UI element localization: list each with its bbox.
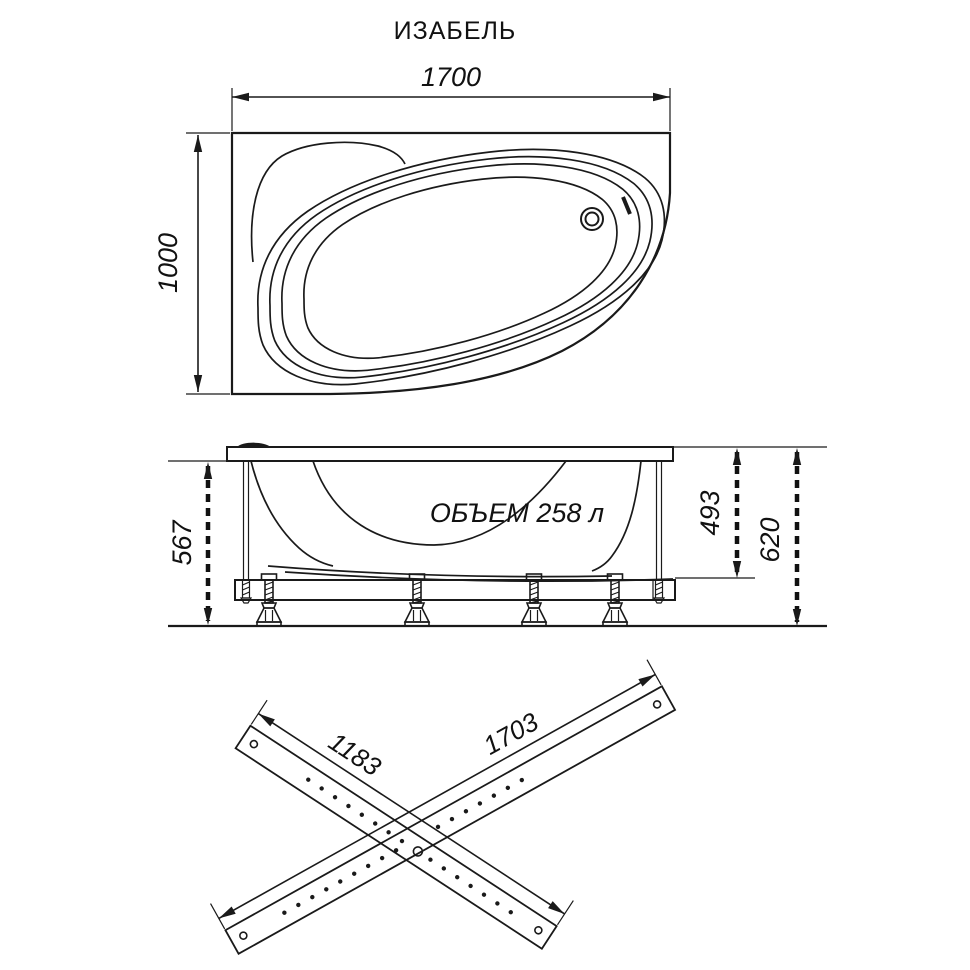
cross-rails-view bbox=[202, 645, 675, 954]
drain-icon bbox=[581, 208, 603, 230]
dimension-height-567 bbox=[167, 462, 212, 625]
dimension-width-1000 bbox=[153, 133, 230, 394]
dimension-overall-height-620 bbox=[755, 448, 801, 626]
side-view bbox=[167, 443, 827, 626]
top-view bbox=[153, 62, 670, 394]
long-rail-dimension-label: 1703 bbox=[478, 706, 544, 761]
install-height-dimension-label: 567 bbox=[167, 520, 197, 566]
skirt-rod-left bbox=[241, 461, 251, 603]
overall-height-dimension-label: 620 bbox=[755, 517, 785, 563]
short-rail-dimension-label: 1183 bbox=[323, 726, 387, 782]
drawing-title: ИЗАБЕЛЬ bbox=[393, 17, 517, 45]
overflow-icon bbox=[623, 197, 630, 214]
volume-label: ОБЪЕМ 258 л bbox=[429, 498, 605, 528]
dimension-depth-493 bbox=[695, 448, 741, 578]
rail-1703 bbox=[202, 645, 675, 954]
length-dimension-label: 1700 bbox=[420, 62, 482, 92]
rail-hole-row bbox=[281, 777, 524, 916]
rim-contours bbox=[258, 149, 665, 384]
width-dimension-label: 1000 bbox=[153, 232, 183, 294]
rail-hole-row bbox=[305, 777, 514, 916]
skirt-rod-right bbox=[654, 461, 664, 603]
depth-dimension-label: 493 bbox=[695, 490, 725, 536]
dimension-length-1700 bbox=[232, 62, 670, 131]
faucet-icon bbox=[237, 443, 271, 447]
